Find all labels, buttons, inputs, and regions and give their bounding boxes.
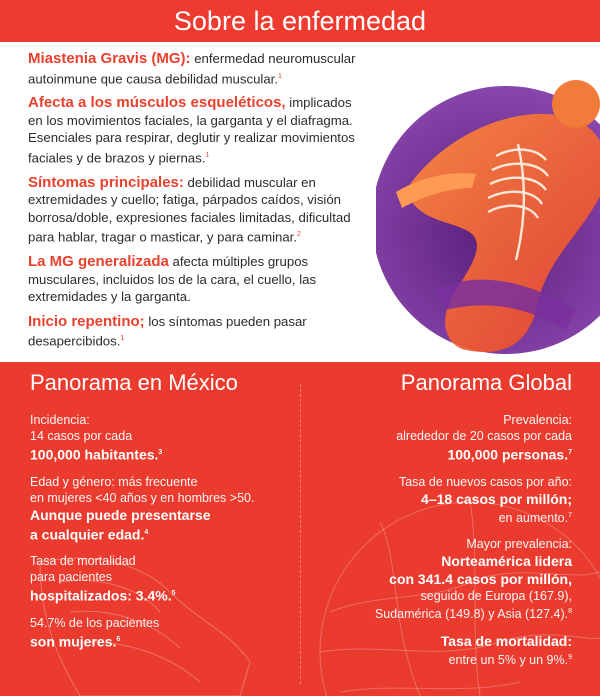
women-value [30, 631, 290, 651]
new-cases-trend-text: en aumento. [498, 510, 569, 525]
paragraph-text: los síntomas pueden pasar desapercibidos. [28, 313, 307, 349]
women-line-1: 54.7% de los pacientes [30, 615, 160, 630]
mortality-global-row [302, 650, 572, 668]
mortality-mx-value [30, 585, 290, 605]
global-title: Panorama Global [400, 370, 572, 395]
prevalence-block [302, 412, 572, 464]
gender-bold-1: Aunque puede presentarse [30, 506, 211, 523]
reference-mark: 9 [568, 653, 572, 661]
paragraph-text: afecta múltiples grupos musculares, incluidos los de la cara, el cuello, las extremidades y la garganta. [28, 254, 317, 305]
gender-line-2: en mujeres <40 años y en hombres >50. [30, 490, 255, 505]
reference-mark: 8 [568, 607, 572, 615]
incidence-text: 14 casos por cada [30, 429, 133, 443]
reference-mark: 7 [568, 511, 572, 519]
paragraph-highlight: Síntomas principales: [28, 173, 184, 191]
women-block [30, 615, 290, 651]
incidence-value [30, 444, 290, 464]
highest-bold-1: Norteamérica lidera [441, 552, 572, 569]
highest-line-3: seguido de Europa (167.9), [420, 588, 572, 603]
mortality-global-block [302, 632, 572, 668]
mortality-mx-block [30, 553, 290, 605]
highest-label: Mayor prevalencia: [466, 536, 572, 551]
paragraph-highlight: Miastenia Gravis (MG): [28, 50, 191, 67]
column-divider [300, 384, 301, 684]
paragraph-text: debilidad muscular en extremidades y cuello; fatiga, párpados caídos, visión borrosa/doble, expresiones faciales limitadas, dificultad para hablar, tragar o masticar, y para caminar. [28, 174, 351, 245]
mexico-column [30, 412, 290, 661]
prevalence-text: alrededor de 20 casos por cada [396, 429, 572, 443]
reference-mark: 1 [278, 72, 282, 80]
highest-bold-2: con 341.4 casos por millón, [389, 570, 572, 587]
mortality-global-text: entre un 5% y un 9%. [448, 653, 569, 668]
mortality-mx-line-2: para pacientes [30, 570, 113, 585]
women-bold: son mujeres. [30, 633, 117, 650]
incidence-label: Incidencia: [30, 413, 90, 427]
mortality-global-bold: Tasa de mortalidad: [440, 632, 572, 649]
new-cases-bold: 4–18 casos por millón; [421, 490, 572, 507]
global-column [302, 412, 572, 678]
reference-mark: 5 [171, 590, 176, 598]
incidence-bold: 100,000 habitantes. [30, 446, 159, 463]
skeleton-illustration [376, 60, 600, 356]
prevalence-bold: 100,000 personas. [447, 446, 569, 463]
gender-block [30, 474, 290, 544]
figure-head [552, 80, 600, 128]
reference-mark: 7 [568, 449, 572, 456]
highest-line-4-row [302, 604, 572, 622]
paragraph-symptoms [28, 174, 368, 246]
paragraph-onset [28, 313, 368, 350]
about-section [0, 42, 600, 362]
new-cases-label: Tasa de nuevos casos por año: [398, 474, 572, 489]
page-title: Sobre la enfermedad [173, 6, 427, 36]
highest-block [302, 536, 572, 622]
reference-mark: 6 [116, 635, 121, 643]
paragraph-text: implicados en los movimientos faciales, la garganta y el diafragma. Esenciales para respirar, deglutir y realizar movimientos faciales y de brazos y piernas. [28, 95, 355, 166]
reference-mark: 2 [297, 231, 301, 239]
about-text [28, 50, 368, 357]
paragraph-mg-definition [28, 50, 368, 87]
paragraph-skeletal-muscles [28, 94, 368, 166]
paragraph-generalized [28, 253, 368, 306]
new-cases-block [302, 474, 572, 526]
panorama-section [0, 362, 600, 696]
gender-bold-2: a cualquier edad. [30, 526, 145, 543]
section-header [0, 0, 600, 42]
reference-mark: 1 [205, 151, 210, 159]
prevalence-label: Prevalencia: [503, 413, 572, 427]
mexico-title: Panorama en México [30, 370, 238, 395]
gender-bold-2-row [30, 524, 290, 544]
gender-line-1: Edad y género: más frecuente [30, 474, 198, 489]
paragraph-highlight: Inicio repentino; [28, 312, 145, 330]
reference-mark: 4 [144, 528, 149, 536]
mortality-mx-line-1: Tasa de mortalidad [30, 554, 136, 569]
paragraph-highlight: La MG generalizada [28, 253, 169, 271]
highest-line-4: Sudamérica (149.8) y Asia (127.4). [374, 606, 569, 621]
mortality-mx-bold: hospitalizados: 3.4%. [30, 587, 172, 604]
reference-mark: 3 [158, 449, 163, 456]
paragraph-text: enfermedad neuromuscular autoinmune que causa debilidad muscular. [28, 51, 356, 86]
new-cases-trend [302, 508, 572, 526]
paragraph-highlight: Afecta a los músculos esqueléticos, [28, 94, 286, 112]
prevalence-value [302, 444, 572, 464]
incidence-block [30, 412, 290, 464]
reference-mark: 1 [120, 335, 125, 343]
